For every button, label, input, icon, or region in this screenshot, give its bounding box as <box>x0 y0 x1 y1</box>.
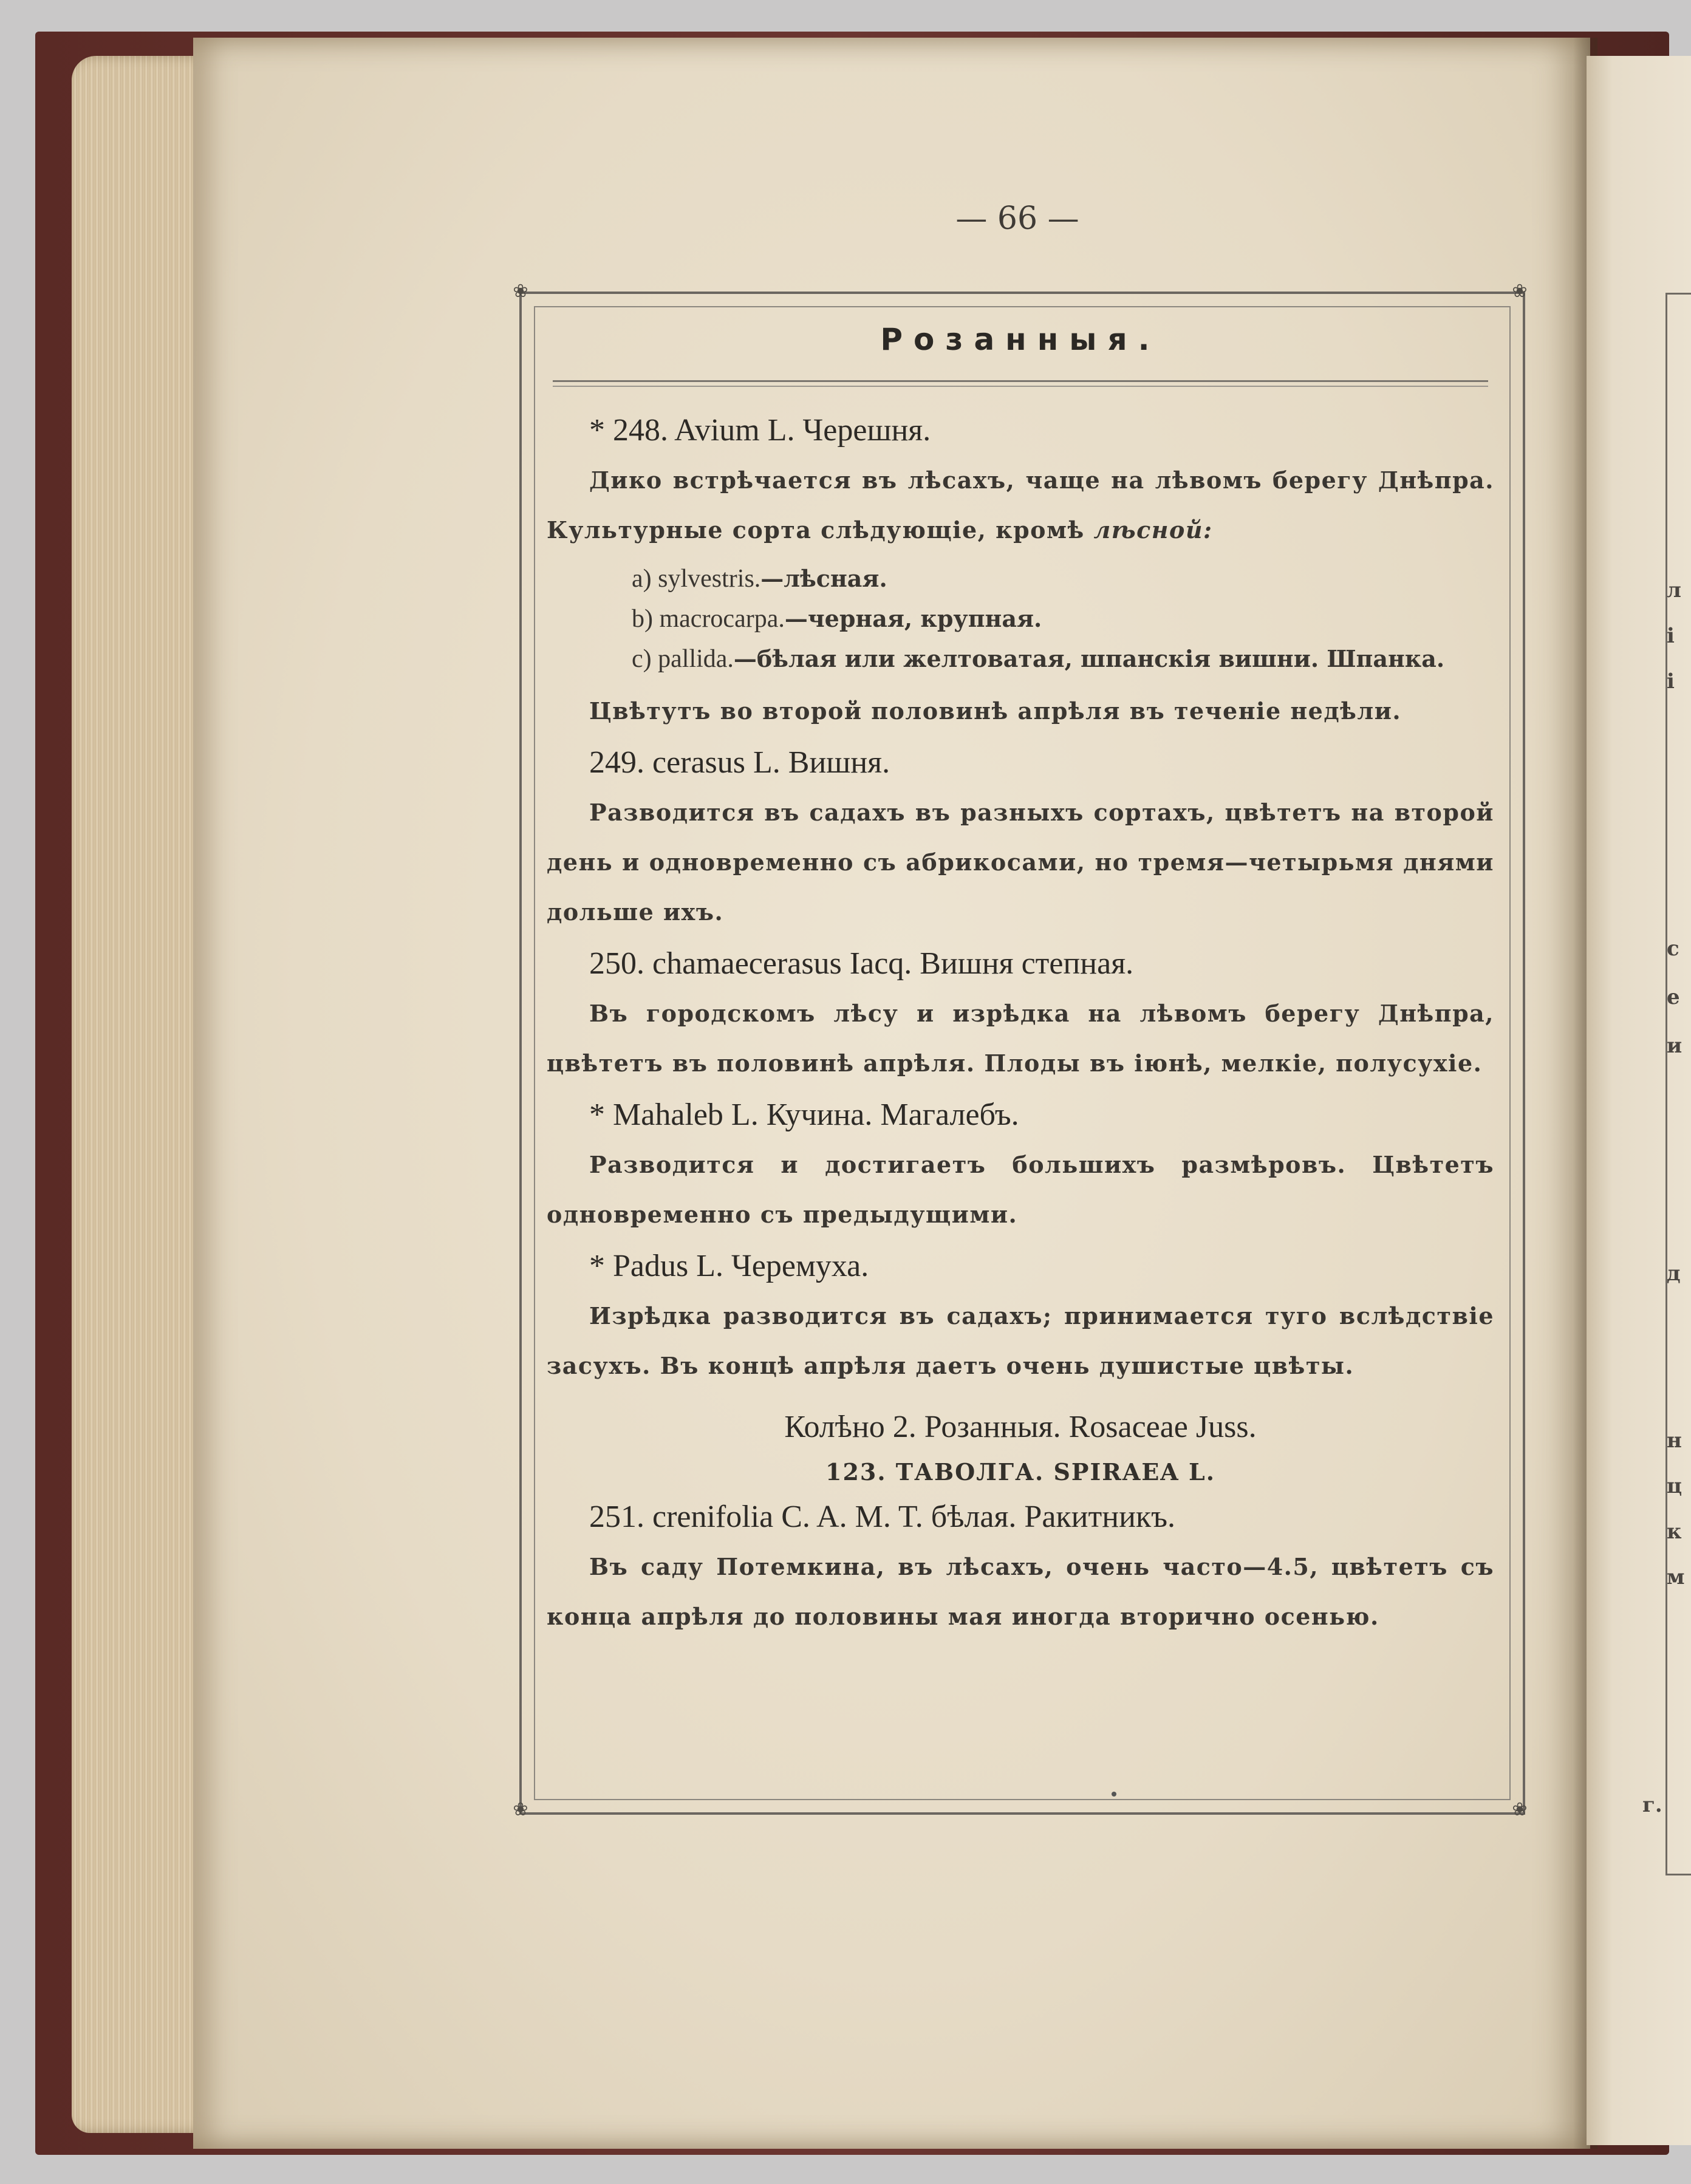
next-page-fragment: г. <box>1642 1793 1662 1817</box>
corner-ornament-icon: ❀ <box>1512 281 1528 302</box>
variety-label: a) sylvestris. <box>632 565 761 593</box>
entry-heading: 249. cerasus L. Вишня. <box>589 745 890 780</box>
title-rule <box>553 380 1488 382</box>
next-page-fragment: і <box>1667 624 1675 648</box>
entry-text: Въ городскомъ лѣсу и изрѣдка на лѣвомъ берегу Днѣпра, цвѣтетъ въ половинѣ апрѣля. Плоды въ іюнѣ, мелкіе, полусухіе. <box>547 1000 1494 1077</box>
entry-heading: 251. crenifolia C. A. M. T. бѣлая. Ракитникъ. <box>589 1500 1176 1534</box>
next-page-fragment: д <box>1667 1261 1681 1286</box>
variety-label: b) macrocarpa. <box>632 605 785 633</box>
variety-text: —лѣсная. <box>760 565 887 592</box>
page-content <box>547 310 1494 1642</box>
entry-text-italic: лѣсной: <box>1093 516 1213 544</box>
entry-text <box>547 456 1494 555</box>
entry-text: Разводится въ садахъ въ разныхъ сортахъ, цвѣтетъ на второй день и одновременно съ абрикосами, но тремя—четырьмя днями дольше ихъ. <box>547 799 1494 926</box>
entry-heading: * 248. Avium L. Черешня. <box>589 413 931 448</box>
entry-text: Изрѣдка разводится въ садахъ; принимается туго вслѣдствіе засухъ. Въ концѣ апрѣля даетъ очень душистые цвѣты. <box>547 1302 1494 1379</box>
entry-heading: * Padus L. Черемуха. <box>589 1249 869 1283</box>
corner-ornament-icon: ❀ <box>513 281 528 302</box>
variety-text: —бѣлая или желтоватая, шпанскія вишни. Шпанка. <box>733 645 1445 672</box>
next-page-fragment: к <box>1667 1520 1682 1544</box>
ink-speck <box>1112 1792 1116 1797</box>
section-title: Розанныя. <box>880 322 1161 357</box>
next-page-frame <box>1665 293 1691 1875</box>
page-number: — 66 — <box>955 200 1079 237</box>
corner-ornament-icon: ❀ <box>513 1799 528 1820</box>
entry-text-main: Дико встрѣчается въ лѣсахъ, чаще на лѣвомъ берегу Днѣпра. Культурные сорта слѣдующіе, кромѣ <box>547 466 1494 544</box>
next-page-fragment: ц <box>1667 1474 1682 1498</box>
next-page-fragment: е <box>1667 985 1680 1009</box>
variety-label: c) pallida. <box>632 645 734 673</box>
entry-text: Цвѣтутъ во второй половинѣ апрѣля въ теченіе недѣли. <box>589 697 1402 725</box>
next-page-fragment: і <box>1667 669 1675 694</box>
entry-heading: * Mahaleb L. Кучина. Магалебъ. <box>589 1097 1019 1132</box>
family-heading: Колѣно 2. Розанныя. Rosaceae Juss. <box>784 1410 1257 1444</box>
next-page-fragment: с <box>1667 937 1679 961</box>
variety-item <box>632 559 1494 599</box>
next-page-fragment: н <box>1667 1428 1682 1453</box>
entry-text: Въ саду Потемкина, въ лѣсахъ, очень часто—4.5, цвѣтетъ съ конца апрѣля до половины мая иногда вторично осенью. <box>547 1553 1494 1630</box>
next-page-fragment: м <box>1667 1565 1685 1589</box>
entry-text: Разводится и достигаетъ большихъ размѣровъ. Цвѣтетъ одновременно съ предыдущими. <box>547 1151 1494 1228</box>
corner-ornament-icon: ❀ <box>1512 1799 1528 1820</box>
book-page-right <box>1587 56 1691 2145</box>
next-page-fragment: и <box>1667 1034 1682 1058</box>
next-page-fragment: л <box>1667 578 1681 602</box>
variety-list <box>547 559 1494 679</box>
genus-heading: 123. ТАВОЛГА. SPIRAEA L. <box>825 1458 1215 1486</box>
title-rule-secondary <box>553 386 1488 387</box>
entry-heading: 250. chamaecerasus Iacq. Вишня степная. <box>589 946 1134 981</box>
variety-text: —черная, крупная. <box>784 605 1042 632</box>
variety-item <box>632 639 1494 679</box>
variety-item <box>632 599 1494 639</box>
